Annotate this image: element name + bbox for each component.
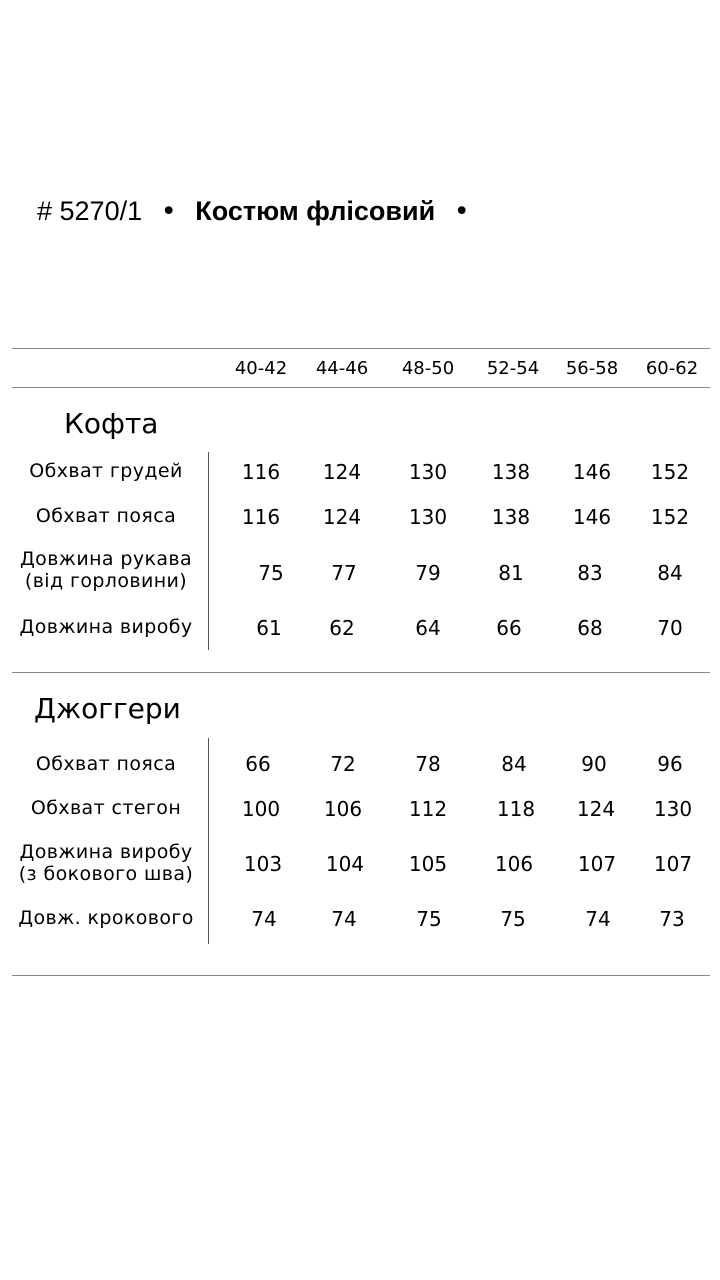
row-label: Довжина рукава (від горловини) xyxy=(19,548,193,592)
value-cell: 124 xyxy=(322,460,362,484)
value-cell: 72 xyxy=(330,752,356,776)
value-cell: 70 xyxy=(657,616,683,640)
value-cell: 90 xyxy=(581,752,607,776)
document-title xyxy=(37,196,480,227)
value-cell: 118 xyxy=(496,797,536,821)
value-cell: 152 xyxy=(650,460,690,484)
value-cell: 138 xyxy=(491,460,531,484)
section-title-kofta: Кофта xyxy=(64,407,159,440)
section-divider xyxy=(12,672,710,673)
value-cell: 112 xyxy=(408,797,448,821)
value-cell: 105 xyxy=(408,852,448,876)
value-cell: 74 xyxy=(585,907,611,931)
value-cell: 74 xyxy=(251,907,277,931)
article-code: # 5270/1 xyxy=(37,196,143,226)
value-cell: 78 xyxy=(415,752,441,776)
row-label: Обхват грудей xyxy=(29,460,183,482)
joggers-column-divider xyxy=(208,738,209,944)
size-header-cell: 56-58 xyxy=(565,358,619,379)
value-cell: 130 xyxy=(408,460,448,484)
value-cell: 107 xyxy=(577,852,617,876)
value-cell: 146 xyxy=(572,460,612,484)
row-label: Обхват стегон xyxy=(30,797,182,819)
value-cell: 130 xyxy=(408,505,448,529)
bullet-separator: • xyxy=(160,196,177,227)
value-cell: 84 xyxy=(657,561,683,585)
value-cell: 116 xyxy=(241,460,281,484)
section-title-joggers: Джоггери xyxy=(34,692,181,725)
value-cell: 61 xyxy=(256,616,282,640)
product-name: Костюм флісовий xyxy=(195,196,436,226)
row-label: Довжина виробу xyxy=(19,616,193,638)
value-cell: 152 xyxy=(650,505,690,529)
value-cell: 79 xyxy=(415,561,441,585)
header-bottom-divider xyxy=(12,387,710,388)
value-cell: 96 xyxy=(657,752,683,776)
value-cell: 100 xyxy=(241,797,281,821)
kofta-column-divider xyxy=(208,452,209,650)
row-label: Обхват пояса xyxy=(35,505,177,527)
value-cell: 107 xyxy=(653,852,693,876)
row-label: Довж. крокового xyxy=(18,907,194,929)
size-header-cell: 60-62 xyxy=(645,358,699,379)
value-cell: 104 xyxy=(325,852,365,876)
size-header-cell: 52-54 xyxy=(486,358,540,379)
value-cell: 73 xyxy=(659,907,685,931)
value-cell: 130 xyxy=(653,797,693,821)
value-cell: 68 xyxy=(577,616,603,640)
value-cell: 81 xyxy=(498,561,524,585)
value-cell: 146 xyxy=(572,505,612,529)
bullet-separator: • xyxy=(453,196,470,227)
row-label: Довжина виробу (з бокового шва) xyxy=(18,841,194,885)
table-top-divider xyxy=(12,348,710,349)
size-header-cell: 44-46 xyxy=(315,358,369,379)
value-cell: 116 xyxy=(241,505,281,529)
value-cell: 103 xyxy=(243,852,283,876)
value-cell: 62 xyxy=(329,616,355,640)
value-cell: 77 xyxy=(331,561,357,585)
value-cell: 138 xyxy=(491,505,531,529)
value-cell: 75 xyxy=(416,907,442,931)
value-cell: 75 xyxy=(258,561,284,585)
value-cell: 64 xyxy=(415,616,441,640)
value-cell: 75 xyxy=(500,907,526,931)
table-bottom-divider xyxy=(12,975,710,976)
value-cell: 66 xyxy=(245,752,271,776)
value-cell: 106 xyxy=(323,797,363,821)
value-cell: 124 xyxy=(576,797,616,821)
value-cell: 84 xyxy=(501,752,527,776)
value-cell: 74 xyxy=(331,907,357,931)
size-header-cell: 40-42 xyxy=(234,358,288,379)
row-label: Обхват пояса xyxy=(35,753,177,775)
value-cell: 66 xyxy=(496,616,522,640)
size-header-cell: 48-50 xyxy=(401,358,455,379)
value-cell: 106 xyxy=(494,852,534,876)
value-cell: 83 xyxy=(577,561,603,585)
value-cell: 124 xyxy=(322,505,362,529)
